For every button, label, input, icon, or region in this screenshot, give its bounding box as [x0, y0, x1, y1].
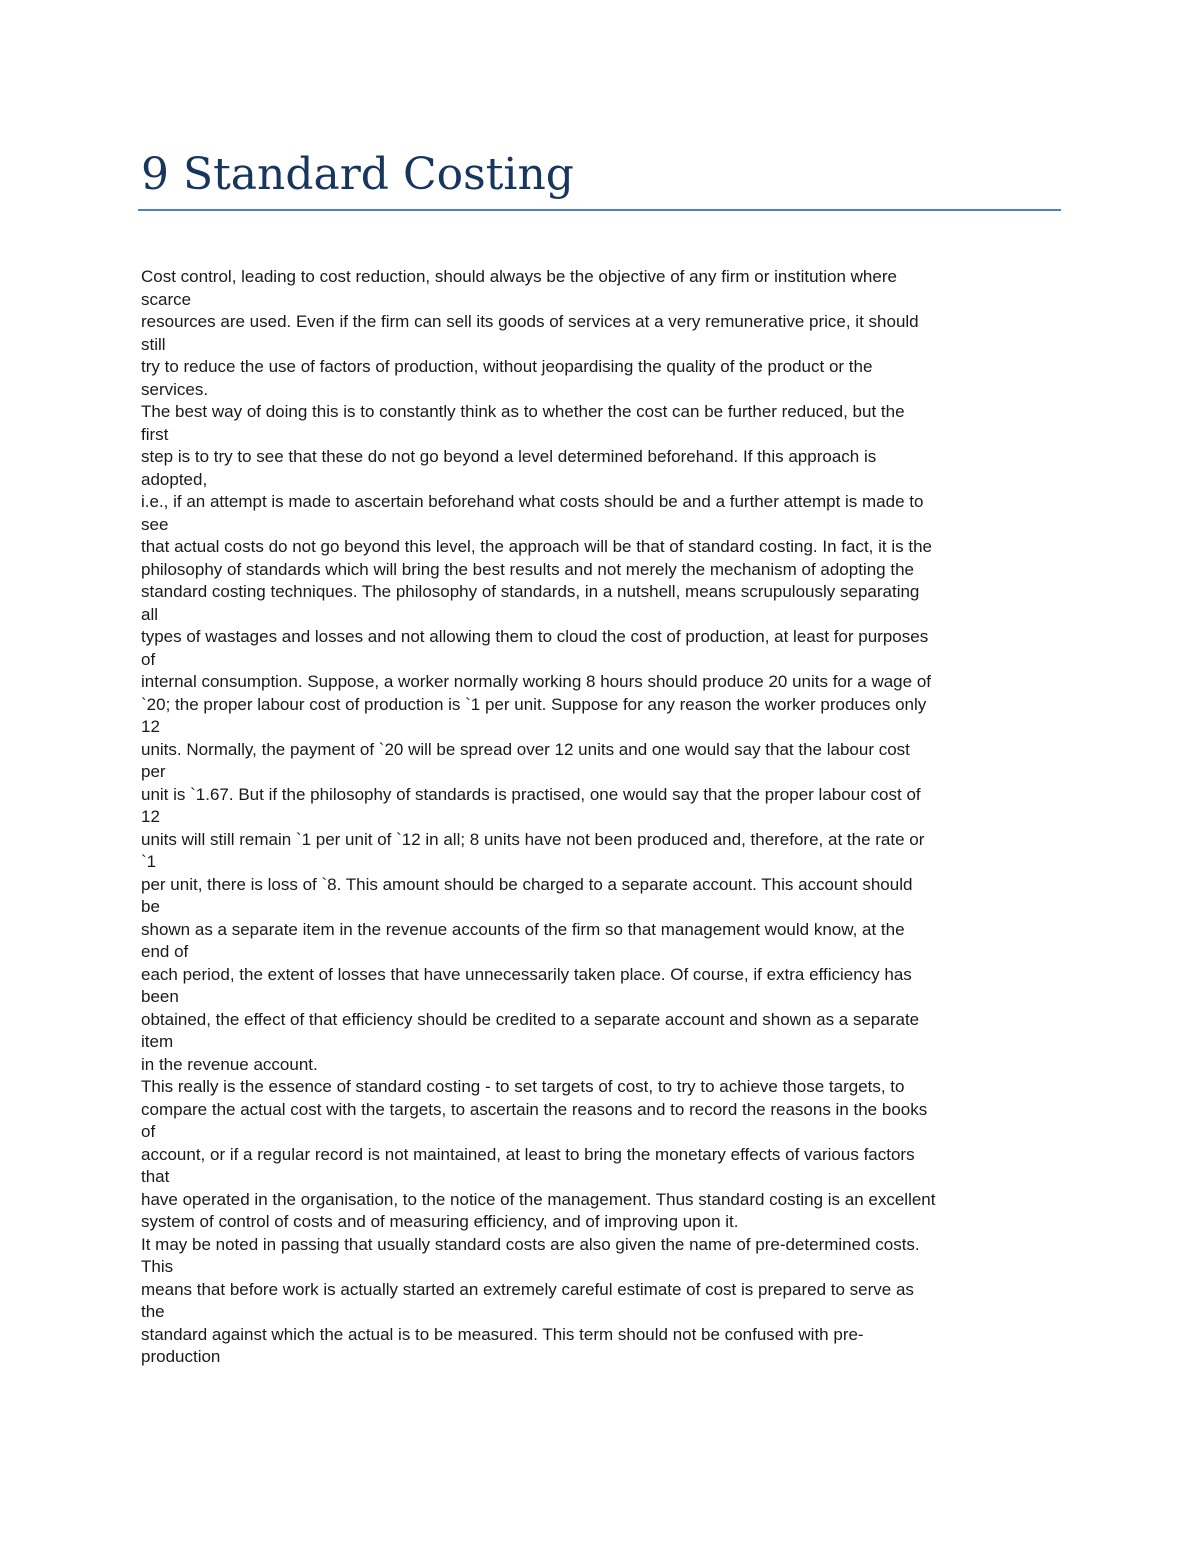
body-text-line: see [141, 514, 169, 534]
body-text-line: end of [141, 942, 189, 961]
body-text-line: `1 [141, 852, 157, 871]
body-text-line: first [141, 424, 169, 444]
title-underline [138, 209, 1061, 211]
body-text-line: each period, the extent of losses that have unnecessarily taken place. Of course, if extra efficiency has [141, 964, 912, 984]
body-text-line: units. Normally, the payment of `20 will be spread over 12 units and one would say that the labour cost [141, 739, 910, 759]
body-text-line: This [141, 1257, 174, 1276]
body-text-line: adopted, [141, 469, 208, 489]
body-text-line: that actual costs do not go beyond this level, the approach will be that of standard costing. In fact, it is the [141, 537, 932, 556]
body-text-line: 12 [141, 807, 160, 826]
body-text-line: in the revenue account. [141, 1054, 318, 1074]
body-text-line: philosophy of standards which will bring the best results and not merely the mechanism of adopting the [141, 559, 914, 579]
body-text-line: all [141, 604, 159, 624]
body-text-line: account, or if a regular record is not maintained, at least to bring the monetary effects of various factors [141, 1144, 915, 1164]
body-text-line: internal consumption. Suppose, a worker normally working 8 hours should produce 20 units for a wage of [141, 672, 931, 691]
body-text-line: try to reduce the use of factors of production, without jeopardising the quality of the product or the [141, 357, 873, 376]
body-text-line: the [141, 1302, 165, 1321]
body-text-line: unit is `1.67. But if the philosophy of standards is practised, one would say that the proper labour cost of [141, 784, 921, 804]
body-text-line: The best way of doing this is to constantly think as to whether the cost can be further reduced, but the [141, 402, 905, 421]
body-text-line: means that before work is actually started an extremely careful estimate of cost is prepared to serve as [141, 1279, 914, 1299]
body-text-line: scarce [141, 289, 192, 309]
body-text-line: shown as a separate item in the revenue accounts of the firm so that management would know, at the [141, 919, 905, 939]
body-text-line: i.e., if an attempt is made to ascertain beforehand what costs should be and a further attempt is made to [141, 492, 924, 511]
document-title: 9 Standard Costing [141, 149, 574, 200]
body-text-line: resources are used. Even if the firm can sell its goods of services at a very remunerative price, it should [141, 312, 919, 331]
body-text-line: types of wastages and losses and not allowing them to cloud the cost of production, at least for purposes [141, 627, 929, 646]
body-text-line: production [141, 1347, 221, 1366]
body-text-line: obtained, the effect of that efficiency should be credited to a separate account and shown as a separate [141, 1009, 920, 1029]
body-text-line: be [141, 897, 160, 916]
body-text-line: system of control of costs and of measuring efficiency, and of improving upon it. [141, 1212, 739, 1231]
body-text-line: 12 [141, 717, 160, 736]
body-text-line: standard against which the actual is to be measured. This term should not be confused with pre- [141, 1324, 864, 1344]
body-text-line: that [141, 1167, 170, 1186]
body-text-line: still [141, 334, 166, 354]
body-text-line: item [141, 1032, 174, 1051]
body-text-line: per unit, there is loss of `8. This amount should be charged to a separate account. This account should [141, 874, 913, 894]
body-text-line: been [141, 987, 179, 1006]
body-text-line: `20; the proper labour cost of production is `1 per unit. Suppose for any reason the worker produces only [141, 694, 927, 714]
body-text-line: step is to try to see that these do not go beyond a level determined beforehand. If this approach is [141, 447, 877, 466]
body-text-line: of [141, 649, 156, 669]
body-text-line: standard costing techniques. The philosophy of standards, in a nutshell, means scrupulously separating [141, 582, 920, 601]
body-text-line: per [141, 762, 166, 781]
body-text-line: This really is the essence of standard costing - to set targets of cost, to try to achieve those targets, to [141, 1077, 905, 1096]
body-text-line: services. [141, 379, 209, 399]
body-text-line: have operated in the organisation, to the notice of the management. Thus standard costing is an excellent [141, 1189, 936, 1209]
document-body [141, 266, 1071, 1369]
body-text-line: units will still remain `1 per unit of `12 in all; 8 units have not been produced and, therefore, at the rate or [141, 829, 925, 849]
body-text-line: of [141, 1122, 156, 1141]
body-text-line: compare the actual cost with the targets, to ascertain the reasons and to record the reasons in the books [141, 1099, 928, 1119]
body-text-line: It may be noted in passing that usually standard costs are also given the name of pre-determined costs. [141, 1234, 920, 1254]
body-text-line: Cost control, leading to cost reduction, should always be the objective of any firm or institution where [141, 267, 897, 286]
